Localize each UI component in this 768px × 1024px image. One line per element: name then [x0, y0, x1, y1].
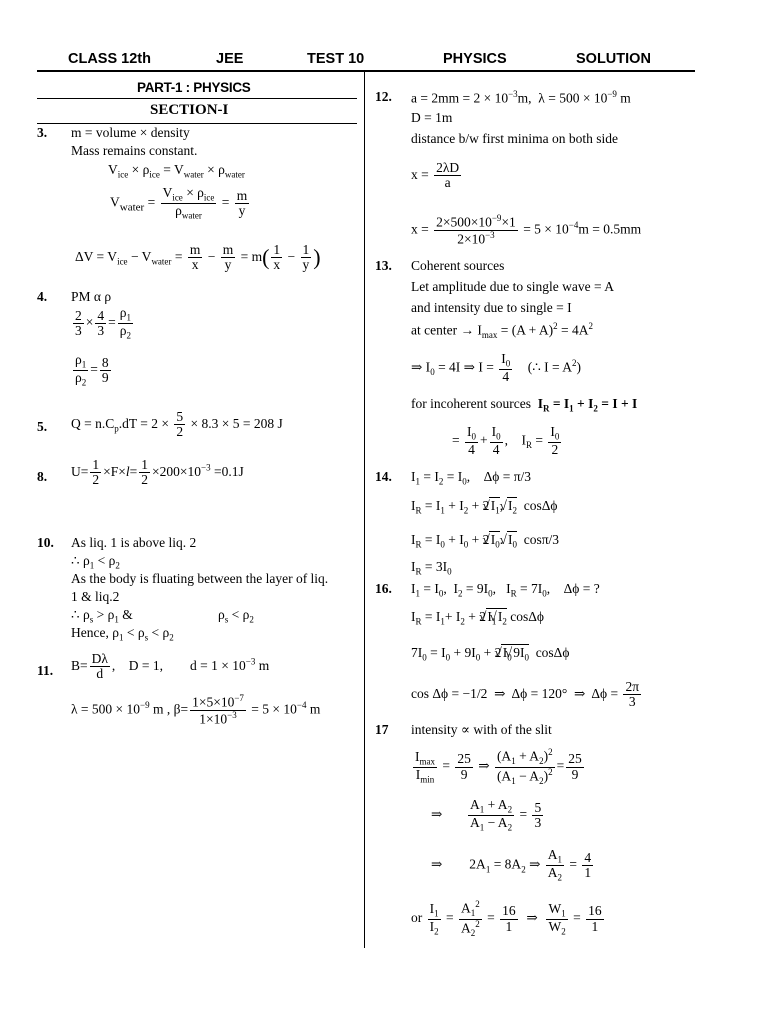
q17-eq1: $\frac{I_{max}}{I_{min}}$ = $\frac{25}{9}$ ⇒ $\frac{(A_1 + A_2)^2}{(A_1 - A_2)^2}$ = $\frac{25}{9}$: [415, 747, 582, 786]
q13-number: 13.: [375, 258, 392, 273]
q10-hence: Hence,: [71, 625, 109, 640]
q13-line4: at center → $I_{max} = (A + A)^2 = 4A^2$: [411, 321, 593, 341]
q5-eq: $Q = n.C_p.dT = 2$ × $\frac{5}{2}$ × 8.3 × 5 = 208 J: [71, 409, 283, 440]
q3-number: 3.: [37, 125, 48, 140]
q16-number: 16.: [375, 581, 392, 596]
q13-line2: Let amplitude due to single wave = A: [411, 279, 614, 294]
section-title: SECTION-I: [150, 102, 229, 118]
q12-line3: distance b/w first minima on both side: [411, 131, 618, 146]
q3-eq3: $\Delta V = V_{ice} - V_{water}$ = $\frac{m}{x}$ − $\frac{m}{y}$ = m( $\frac{1}{x}$ − $\frac{1}{y}$ ): [75, 242, 321, 273]
q8-number: 8.: [37, 469, 48, 484]
q10-line1: As liq. 1 is above liq. 2: [71, 535, 197, 550]
q13-line6: for incoherent sources $I_R = I_1 + I_2 = I + I$: [411, 396, 638, 414]
column-divider: [364, 72, 365, 948]
q11-eq1: B= $\frac{D\lambda}{d}$ , D = 1, $d = 1 \times 10^{-3}$ m: [71, 651, 270, 682]
q12-line1: $a = 2mm = 2 \times 10^{-3}m$, $\lambda = 500 \times 10^{-9}$ m: [411, 89, 631, 106]
header-rule: [37, 70, 695, 72]
q13-line3: and intensity due to single = I: [411, 300, 572, 315]
section-rule: [37, 123, 357, 124]
q10-line3: As the body is fluating between the layer of liq.: [71, 571, 329, 586]
q17-eq2: ⇒ $\frac{A_1 + A_2}{A_1 - A_2}$ = $\frac{5}{3}$: [431, 797, 542, 833]
q13-at-center: at center →: [411, 322, 474, 338]
q13-incoherent: for incoherent sources: [411, 396, 531, 411]
part-rule: [37, 98, 357, 99]
q17-number: 17: [375, 722, 389, 737]
q10-line5b: $\rho_s < \rho_2$: [218, 607, 254, 625]
q10-number: 10.: [37, 535, 54, 550]
q3-line1: m = volume × density: [71, 125, 190, 140]
q4-eq1: $\frac{2}{3}$ × $\frac{4}{3}$ = $\frac{\rho_1}{\rho_2}$: [75, 305, 131, 341]
q14-line2: $I_R = I_1 + I_2 + 2√$ $I_1$, √ $I_2$ cosΔϕ: [411, 499, 558, 516]
q17-eq3: ⇒ $2A_1 = 8A_2$ ⇒ $\frac{A_1}{A_2}$ = $\frac{4}{1}$: [431, 847, 592, 883]
q13-eq2: = $\frac{I_0}{4}$ + $\frac{I_0}{4}$ , $I_R$ = $\frac{I_0}{2}$: [452, 424, 560, 458]
q14-line1: $I_1 = I_2 = I_0$, Δϕ = π/3: [411, 469, 532, 487]
q3-eq1: $V_{ice} \times \rho_{ice} = V_{water} \times \rho_{water}$: [108, 162, 245, 180]
q3-line2: Mass remains constant.: [71, 143, 198, 158]
q16-line3: $7I_0 = I_0 + 9I_0 + 2√$ $I_0√$ $9I_0$ cosΔϕ: [411, 646, 569, 663]
q10-line6: Hence, $\rho_1 < \rho_s < \rho_2$: [71, 625, 174, 643]
q13-eq1: ⇒ $I_0 = 4I$ ⇒ I = $\frac{I_0}{4}$ (∴ $I = A^2$): [411, 351, 582, 385]
q12-number: 12.: [375, 89, 392, 104]
q4-number: 4.: [37, 289, 48, 304]
q16-line2: $I_R = I_1+ I_2 + 2√$ $I_1√$ $I_2$ cosΔϕ: [411, 610, 544, 627]
header-subject: PHYSICS: [443, 51, 507, 67]
q12-line2: D = 1m: [411, 110, 453, 125]
header-test: TEST 10: [307, 51, 365, 67]
q10-line2: ∴ $\rho_1 < \rho_2$: [71, 553, 120, 571]
q16-line4: cos Δϕ = −1/2 ⇒ Δϕ = 120° ⇒ Δϕ = $\frac{2\pi}{3}$: [411, 679, 640, 710]
q11-number: 11.: [37, 663, 54, 678]
q14-line3: $I_R = I_0 + I_0 + 2√$ $I_0$. √ $I_0$ cosπ/3: [411, 533, 559, 550]
q17-eq4: or $\frac{I_1}{I_2}$ = $\frac{A_1^2}{A_2^2}$ = $\frac{16}{1}$ ⇒ $\frac{W_1}{W_2}$ = $\frac{16}{1}$: [411, 899, 602, 938]
q17-line1: intensity ∝ with of the slit: [411, 722, 552, 737]
q12-eq2: x = $\frac{2\times 500\times 10^{-9}\times 1}{2\times 10^{-3}}$ = $5 \times 10^{-4}m = 0.5mm$: [411, 213, 642, 247]
q12-eq1: x = $\frac{2\lambda D}{a}$: [411, 160, 460, 191]
q13-line1: Coherent sources: [411, 258, 505, 273]
q10-line5: ∴ $\rho_s > \rho_1$ &: [71, 607, 133, 625]
header-exam: JEE: [216, 51, 244, 67]
header-kind: SOLUTION: [576, 51, 651, 67]
q8-eq: U= $\frac{1}{2}$ ×F×l= $\frac{1}{2}$ $\times 200\times 10^{-3} =0.1J$: [71, 457, 244, 488]
header-class: CLASS 12th: [68, 51, 151, 67]
q14-number: 14.: [375, 469, 392, 484]
q10-line4: 1 & liq.2: [71, 589, 120, 604]
part-title: PART-1 : PHYSICS: [137, 80, 251, 95]
q11-eq2: $\lambda = 500 \times 10^{-9}$ m , β= $\frac{1\times 5\times 10^{-7}}{1\times 10^{-3}}$ = $5 \times 10^{-4}$ m: [71, 693, 321, 727]
q3-eq2: $V_{water}$ = $\frac{V_{ice} \times \rho_{ice}}{\rho_{water}}$ = $\frac{m}{y}$: [110, 185, 248, 221]
q16-line1: $I_1 = I_0$, $I_2 = 9I_0$, $I_R = 7I_0$, Δϕ = ?: [411, 581, 600, 599]
q5-number: 5.: [37, 419, 48, 434]
q4-eq2: $\frac{\rho_1}{\rho_2}$ = $\frac{8}{9}$: [75, 352, 109, 388]
q14-line4: $I_R = 3I_0$: [411, 559, 452, 577]
q4-line1: PM α ρ: [71, 289, 112, 304]
